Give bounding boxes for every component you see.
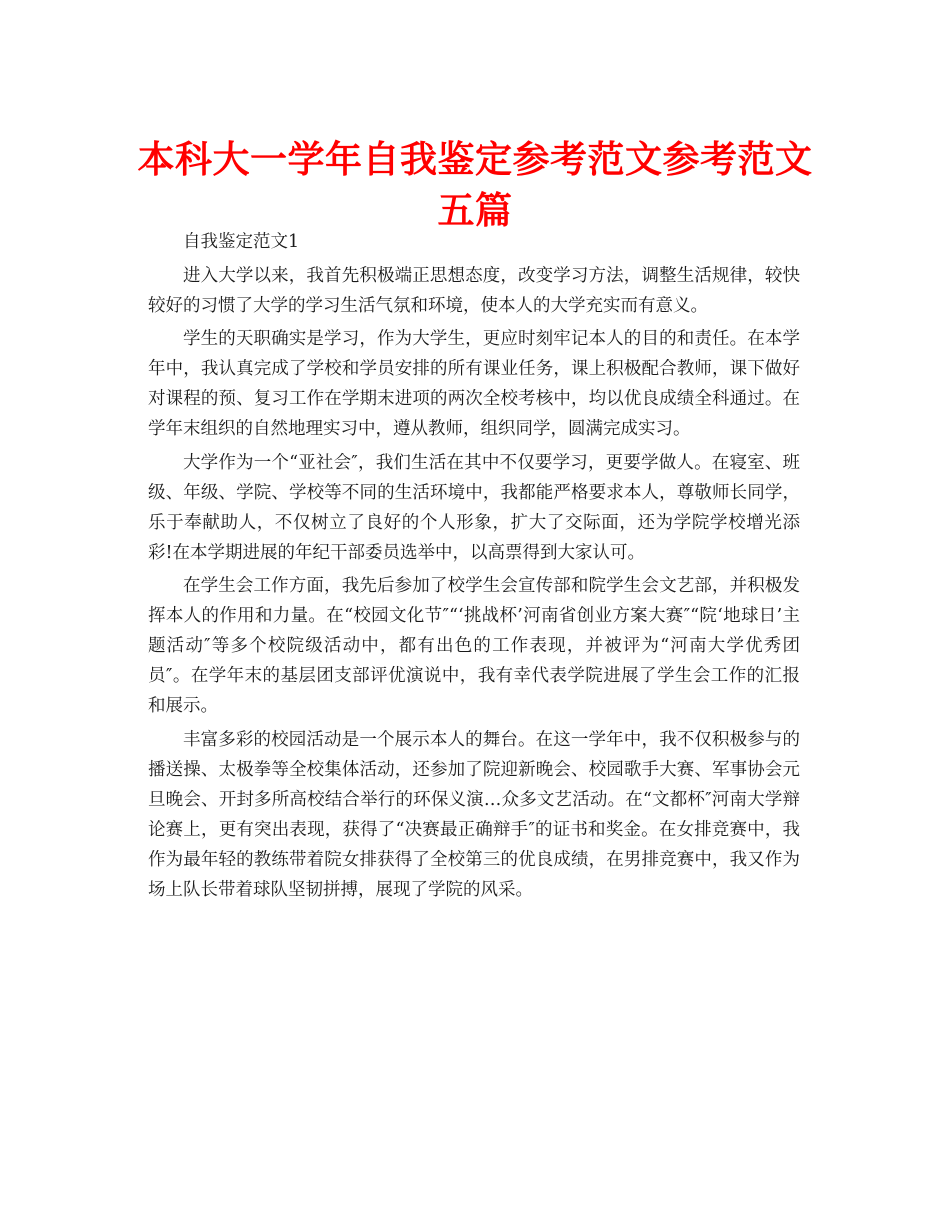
- section-heading: 自我鉴定范文1: [183, 232, 300, 252]
- paragraph-2: 学生的天职确实是学习，作为大学生，更应时刻牢记本人的目的和责任。在本学年中，我认真完成了学校和学员安排的所有课业任务，课上积极配合教师，课下做好对课程的预、复习工作在学期末进项的两次全校考核中，均以优良成绩全科通过。在学年末组织的自然地理实习中，遵从教师，组织同学，圆满完成实习。: [148, 329, 800, 439]
- paragraph-3: 大学作为一个“亚社会″，我们生活在其中不仅要学习，更要学做人。在寝室、班级、年级、学院、学校等不同的生活环境中，我都能严格要求本人，尊敬师长同学，乐于奉献助人，不仅树立了良好的个人形象，扩大了交际面，还为学院学校增光添彩!在本学期进展的年纪干部委员选举中，以高票得到大家认可。: [148, 452, 800, 563]
- paragraph-4: 在学生会工作方面，我先后参加了校学生会宣传部和院学生会文艺部，并积极发挥本人的作用和力量。在“校园文化节″“‘挑战杯’河南省创业方案大赛″“院‘地球日’主题活动″等多个校院级活动中，都有出色的工作表现，并被评为“河南大学优秀团员″。在学年末的基层团支部评优演说中，我有幸代表学院进展了学生会工作的汇报和展示。: [148, 576, 800, 716]
- paragraph-5: 丰富多彩的校园活动是一个展示本人的舞台。在这一学年中，我不仅积极参与的播送操、太极拳等全校集体活动，还参加了院迎新晚会、校园歌手大赛、军事协会元旦晚会、开封多所高校结合举行的环保义演…众多文艺活动。在“文都杯″河南大学辩论赛上，更有突出表现，获得了“决赛最正确辩手″的证书和奖金。在女排竞赛中，我作为最年轻的教练带着院女排获得了全校第三的优良成绩，在男排竞赛中，我又作为场上队长带着球队坚韧拼搏，展现了学院的风采。: [148, 729, 800, 900]
- document-body: [148, 227, 800, 908]
- paragraph-1: 进入大学以来，我首先积极端正思想态度，改变学习方法，调整生活规律，较快较好的习惯了大学的学习生活气氛和环境，使本人的大学充实而有意义。: [148, 265, 800, 316]
- document-title: 本科大一学年自我鉴定参考范文参考范文五篇: [137, 138, 813, 232]
